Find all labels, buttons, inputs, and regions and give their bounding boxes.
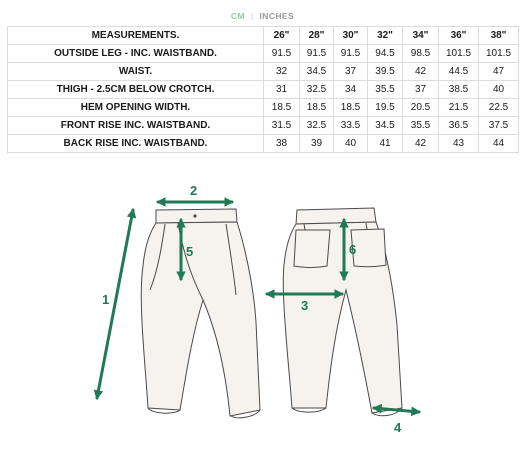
header-label: MEASUREMENTS. xyxy=(8,27,264,45)
table-cell: 42 xyxy=(403,135,439,153)
table-cell: 39 xyxy=(300,135,334,153)
table-cell: 34 xyxy=(334,81,368,99)
back-pocket-right xyxy=(351,229,386,267)
table-row xyxy=(8,117,519,135)
back-pocket-left xyxy=(294,230,330,268)
marker-3: 3 xyxy=(301,298,309,313)
size-table xyxy=(7,26,519,153)
table-cell: 38.5 xyxy=(439,81,479,99)
row-label: HEM OPENING WIDTH. xyxy=(8,99,264,117)
table-cell: 91.5 xyxy=(300,45,334,63)
marker-6: 6 xyxy=(349,242,357,257)
marker-4: 4 xyxy=(394,420,402,435)
table-cell: 32 xyxy=(264,63,300,81)
size-header: 36" xyxy=(439,27,479,45)
front-trousers-illustration xyxy=(141,209,260,418)
unit-inches-option[interactable]: INCHES xyxy=(259,11,295,21)
table-cell: 37 xyxy=(334,63,368,81)
row-label: BACK RISE INC. WAISTBAND. xyxy=(8,135,264,153)
size-header: 26" xyxy=(264,27,300,45)
table-cell: 20.5 xyxy=(403,99,439,117)
table-header-row xyxy=(8,27,519,45)
size-header: 34" xyxy=(403,27,439,45)
table-cell: 41 xyxy=(368,135,403,153)
table-cell: 38 xyxy=(264,135,300,153)
table-cell: 47 xyxy=(479,63,519,81)
table-cell: 35.5 xyxy=(403,117,439,135)
table-cell: 32.5 xyxy=(300,117,334,135)
marker-2: 2 xyxy=(190,183,198,198)
table-cell: 43 xyxy=(439,135,479,153)
table-cell: 34.5 xyxy=(300,63,334,81)
row-label: WAIST. xyxy=(8,63,264,81)
table-cell: 98.5 xyxy=(403,45,439,63)
row-label: FRONT RISE INC. WAISTBAND. xyxy=(8,117,264,135)
table-cell: 33.5 xyxy=(334,117,368,135)
table-cell: 32.5 xyxy=(300,81,334,99)
front-trouser-body xyxy=(141,222,260,416)
table-row xyxy=(8,99,519,117)
table-cell: 40 xyxy=(479,81,519,99)
table-cell: 44 xyxy=(479,135,519,153)
table-cell: 42 xyxy=(403,63,439,81)
marker-1: 1 xyxy=(102,292,110,307)
table-row xyxy=(8,45,519,63)
table-row xyxy=(8,81,519,99)
back-waistband xyxy=(296,208,376,224)
size-header: 30" xyxy=(334,27,368,45)
table-cell: 91.5 xyxy=(264,45,300,63)
unit-separator: | xyxy=(250,11,254,21)
table-cell: 18.5 xyxy=(264,99,300,117)
table-cell: 18.5 xyxy=(334,99,368,117)
table-cell: 22.5 xyxy=(479,99,519,117)
table-cell: 44.5 xyxy=(439,63,479,81)
table-cell: 39.5 xyxy=(368,63,403,81)
marker-5: 5 xyxy=(186,244,194,259)
unit-cm-option[interactable]: CM xyxy=(230,11,245,21)
row-label: THIGH - 2.5CM BELOW CROTCH. xyxy=(8,81,264,99)
size-header: 38" xyxy=(479,27,519,45)
table-cell: 34.5 xyxy=(368,117,403,135)
table-row xyxy=(8,135,519,153)
table-cell: 91.5 xyxy=(334,45,368,63)
table-row xyxy=(8,63,519,81)
table-cell: 31.5 xyxy=(264,117,300,135)
table-cell: 21.5 xyxy=(439,99,479,117)
size-header: 28" xyxy=(300,27,334,45)
table-cell: 94.5 xyxy=(368,45,403,63)
table-cell: 40 xyxy=(334,135,368,153)
measurement-diagram xyxy=(0,170,525,456)
unit-toggle xyxy=(0,11,525,21)
table-cell: 35.5 xyxy=(368,81,403,99)
table-cell: 37 xyxy=(403,81,439,99)
table-cell: 18.5 xyxy=(300,99,334,117)
table-cell: 19.5 xyxy=(368,99,403,117)
table-cell: 37.5 xyxy=(479,117,519,135)
table-cell: 101.5 xyxy=(439,45,479,63)
front-button-icon xyxy=(193,214,196,217)
size-header: 32" xyxy=(368,27,403,45)
table-cell: 36.5 xyxy=(439,117,479,135)
row-label: OUTSIDE LEG - INC. WAISTBAND. xyxy=(8,45,264,63)
table-cell: 31 xyxy=(264,81,300,99)
table-cell: 101.5 xyxy=(479,45,519,63)
